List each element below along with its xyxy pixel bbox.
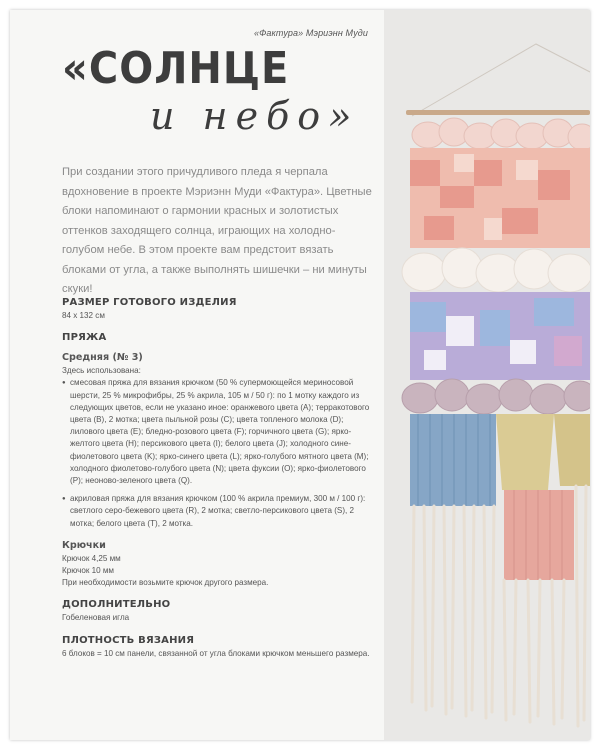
- source-credit: «Фактура» Мэриэнн Муди: [254, 28, 368, 38]
- extra-section: [62, 598, 374, 624]
- gauge-heading: ПЛОТНОСТЬ ВЯЗАНИЯ: [62, 634, 195, 646]
- yarn-list: [62, 377, 374, 529]
- size-heading: РАЗМЕР ГОТОВОГО ИЗДЕЛИЯ: [62, 297, 237, 308]
- extra-heading: ДОПОЛНИТЕЛЬНО: [62, 599, 171, 611]
- hook-line: Крючок 4,25 мм: [62, 553, 121, 563]
- gauge-section: [62, 634, 374, 660]
- gauge-value: 6 блоков = 10 см панели, связанной от угла блоками крючком меньшего размера.: [62, 648, 370, 658]
- wall-hanging-photo: [384, 10, 590, 740]
- yarn-heading: ПРЯЖА: [62, 332, 107, 344]
- size-value: 84 х 132 см: [62, 311, 105, 320]
- yarn-weight-heading: Средняя (№ 3): [62, 352, 143, 364]
- hooks-heading: Крючки: [62, 539, 106, 551]
- list-item: ● смесовая пряжа для вязания крючком (50 % супермоющейся мериносовой шерсти, 25 % микрофибры, 25 % акрила, 105 м / 50 г): по 1 мотку каждого из следующих цветов, если не указано иное: оранжевого цвета (A); терракотового цвета (B), 2 мотка; цвета пыльной розы (C); цвета топленого молока (D); лилового цвета (E); бледно-розового цвета (F); горчичного цвета (G); ярко-желтого цвета (H); персикового цвета (I); белого цвета (J); холодного сине-фиолетового цвета (K); ярко-синего цвета (L); ярко-голубого мятного цвета (M); холодного фиолетово-голубого цвета (N); цвета фуксии (O); ярко-фиолетового (P); неоново-зеленого цвета (Q).: [62, 377, 374, 487]
- extra-value: Гобеленовая игла: [62, 613, 130, 623]
- hooks-section: [62, 539, 374, 590]
- pattern-details: [62, 296, 374, 660]
- page-title-line-2: и небо»: [150, 94, 360, 138]
- size-section: [62, 296, 374, 322]
- hook-line: Крючок 10 мм: [62, 566, 114, 576]
- yarn-used-label: Здесь использована:: [62, 366, 141, 376]
- yarn-section: [62, 331, 374, 530]
- list-item: ● акриловая пряжа для вязания крючком (100 % акрила премиум, 300 м / 100 г): светлого серо-бежевого цвета (R), 2 мотка; светло-персикового цвета (S), 2 мотка; белого цвета (T), 2 мотка.: [62, 493, 374, 530]
- intro-paragraph: При создании этого причудливого пледа я черпала вдохновение в проекте Мэриэнн Муди «Фактура». Цветные блоки напоминают о гармонии красных и золотистых оттенков заходящего солнца, играющих на холодно-голубом небе. В этом проекте вам предстоит вязать блоками от угла, а также выполнять шишечки – ни минуты скуки!: [62, 166, 372, 296]
- page-title-line-1: «СОЛНЦЕ: [62, 44, 290, 94]
- hook-note: При необходимости возьмите крючок другого размера.: [62, 578, 269, 588]
- book-page: [10, 10, 590, 740]
